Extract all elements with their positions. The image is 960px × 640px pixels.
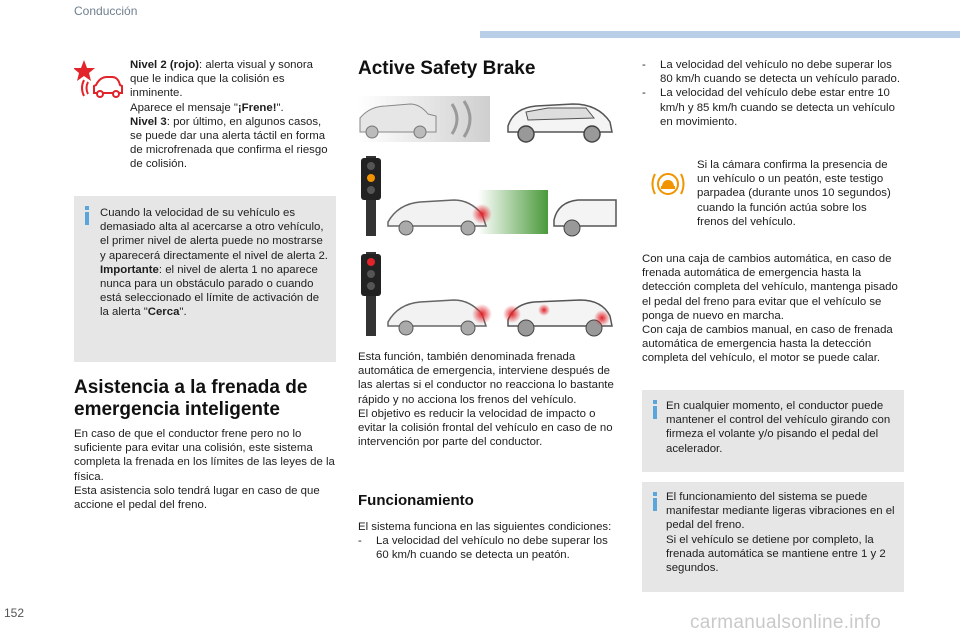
automatic-gearbox-paragraph: Con una caja de cambios automática, en caso de frenada automática de emergencia hasta la detección completa del vehículo, mantenga pisado el pedal del freno para evitar que el vehículo se ponga de nuevo en marcha. xyxy=(642,253,898,322)
assist-paragraph-1: En caso de que el conductor frene pero no lo suficiente para evitar una colisión, este sistema completa la frenada en los límites de las leyes de la física. xyxy=(74,428,335,483)
info-vibrations-paragraph-2: Si el vehículo se detiene por completo, la frenada automática se mantiene entre 1 y 2 segundos. xyxy=(666,533,886,575)
asb-paragraph-1: Esta función, también denominada frenada automática de emergencia, interviene después de las alertas si el conductor no reacciona lo bastante rápido y no acciona los frenos del vehículo. xyxy=(358,351,614,406)
level2-label: Nivel 2 (rojo) xyxy=(130,59,199,71)
cerca-label: Cerca xyxy=(147,306,180,319)
info-icon xyxy=(653,406,657,419)
asb-description xyxy=(358,350,620,449)
info-box-vibrations xyxy=(642,482,904,592)
level2-msg-prefix: Aparece el mensaje " xyxy=(130,101,238,114)
condition-item: - La velocidad del vehículo no debe superar los 80 km/h cuando se detecta un vehículo parado. xyxy=(642,58,904,86)
info-vibrations-paragraph-1: El funcionamiento del sistema se puede manifestar mediante ligeras vibraciones en el pedal del freno. xyxy=(666,491,895,532)
level2-msg-bold: ¡Frene! xyxy=(237,101,277,114)
condition-item: - La velocidad del vehículo debe estar entre 10 km/h y 85 km/h cuando se detecta un vehículo en movimiento. xyxy=(642,86,904,129)
illustration-car-detection xyxy=(358,88,620,150)
conditions-intro: El sistema funciona en las siguientes condiciones: xyxy=(358,521,612,533)
info-paragraph: Cuando la velocidad de su vehículo es demasiado alta al acercarse a otro vehículo, el primer nivel de alerta puede no mostrarse y aparecerá directamente el nivel de alerta 2. xyxy=(100,207,328,262)
level-descriptions xyxy=(130,58,330,172)
info-icon xyxy=(653,498,657,511)
illustration-braking-car xyxy=(358,252,620,338)
conditions-block xyxy=(358,520,620,563)
collision-alert-icon xyxy=(74,58,124,102)
condition-item: - La velocidad del vehículo no debe superar los 60 km/h cuando se detecta un peatón. xyxy=(358,534,620,562)
info-box-speed xyxy=(74,196,336,362)
important-end: ". xyxy=(179,306,187,319)
illustration-alert-car xyxy=(358,156,620,238)
heading-funcionamiento: Funcionamiento xyxy=(358,492,474,509)
manual-gearbox-paragraph: Con caja de cambios manual, en caso de frenada automática de emergencia hasta la detección completa del vehículo, el motor se puede calar. xyxy=(642,324,893,365)
traffic-light-icon xyxy=(361,156,381,236)
assist-paragraph-2: Esta asistencia solo tendrá lugar en caso de que accione el pedal del freno. xyxy=(74,484,320,512)
section-title: Conducción xyxy=(74,4,138,18)
warning-light-text: Si la cámara confirma la presencia de un vehículo o un peatón, este testigo parpadea (durante unos 10 segundos) cuando la función actúa sobre los frenos del vehículo. xyxy=(697,159,891,228)
important-text: : el nivel de alerta 1 no aparece nunca para un obstáculo parado o cuando está seleccionado el límite de activación de la alerta " xyxy=(100,263,320,319)
level3-label: Nivel 3 xyxy=(130,115,167,128)
page-number: 152 xyxy=(4,606,25,620)
important-label: Importante xyxy=(100,263,159,276)
header-bar xyxy=(480,31,960,38)
watermark: carmanualsonline.info xyxy=(690,612,882,633)
heading-assist: Asistencia a la frenada de emergencia inteligente xyxy=(74,377,308,420)
info-icon xyxy=(85,212,89,225)
brake-warning-icon xyxy=(648,168,688,200)
info-control-text: En cualquier momento, el conductor puede mantener el control del vehículo girando con firmeza el volante y/o pisando el pedal del acelerador. xyxy=(666,400,891,455)
gearbox-text xyxy=(642,252,904,366)
asb-paragraph-2: El objetivo es reducir la velocidad de impacto o evitar la colisión frontal del vehículo en caso de no intervención por parte del conductor. xyxy=(358,407,613,449)
conditions-list-continued xyxy=(642,58,904,129)
assist-text xyxy=(74,427,338,512)
level2-msg-suffix: ". xyxy=(276,101,284,114)
heading-active-safety-brake: Active Safety Brake xyxy=(358,58,536,79)
level3-text: : por último, en algunos casos, se puede dar una alerta táctil en forma de microfrenada que confirma el riesgo de colisión. xyxy=(130,115,328,171)
info-box-control xyxy=(642,390,904,472)
traffic-light-icon xyxy=(361,252,381,336)
level2-text: : alerta visual y sonora que le indica que la colisión es inminente. xyxy=(130,59,313,100)
